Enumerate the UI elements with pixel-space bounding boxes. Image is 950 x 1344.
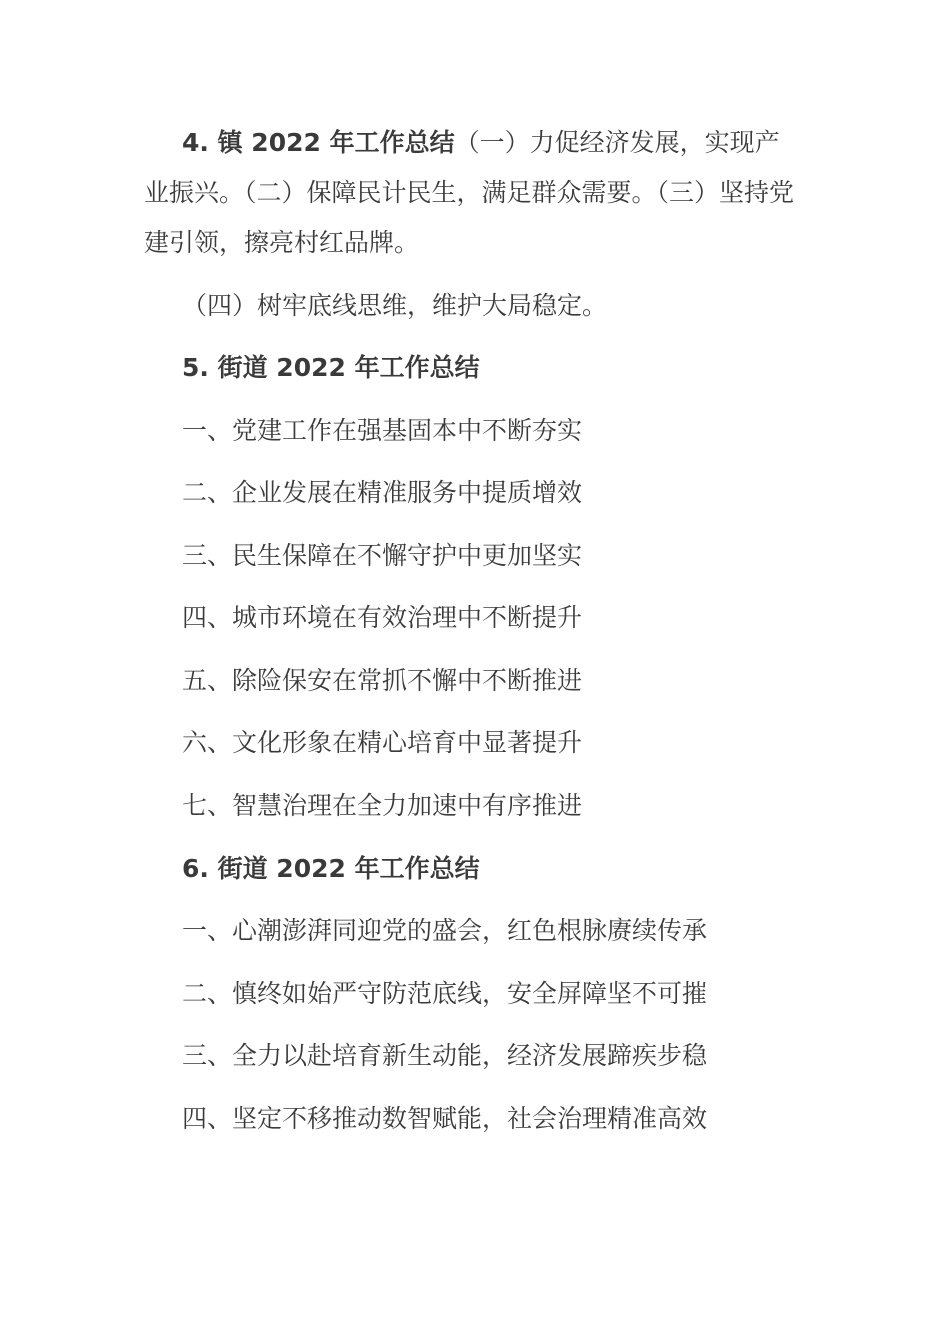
section-5-item-3: 三、民生保障在不懈守护中更加坚实 (182, 541, 583, 570)
section-4-paragraph (144, 118, 794, 268)
section-6-heading: 6. 街道 2022 年工作总结 (182, 854, 480, 883)
section-4-intro: （一）力促经济发展，实现产业振兴。（二）保障民计民生，满足群众需要。（三）坚持党建引领，擦亮村红品牌。 (144, 128, 795, 257)
section-6-item-2: 二、慎终如始严守防范底线，安全屏障坚不可摧 (182, 979, 708, 1008)
section-4-extra: （四）树牢底线思维，维护大局稳定。 (182, 291, 608, 320)
section-6-item-3: 三、全力以赴培育新生动能，经济发展蹄疾步稳 (182, 1041, 708, 1070)
section-5-item-1: 一、党建工作在强基固本中不断夯实 (182, 416, 583, 445)
section-4-heading: 4. 镇 2022 年工作总结 (182, 128, 455, 157)
section-5-item-6: 六、文化形象在精心培育中显著提升 (182, 728, 583, 757)
section-5-item-2: 二、企业发展在精准服务中提质增效 (182, 478, 583, 507)
section-5-heading: 5. 街道 2022 年工作总结 (182, 353, 480, 382)
section-6-item-1: 一、心潮澎湃同迎党的盛会，红色根脉赓续传承 (182, 916, 708, 945)
section-5-item-5: 五、除险保安在常抓不懈中不断推进 (182, 666, 583, 695)
section-5-item-7: 七、智慧治理在全力加速中有序推进 (182, 791, 583, 820)
section-5-item-4: 四、城市环境在有效治理中不断提升 (182, 603, 583, 632)
section-6-item-4: 四、坚定不移推动数智赋能，社会治理精准高效 (182, 1104, 708, 1133)
